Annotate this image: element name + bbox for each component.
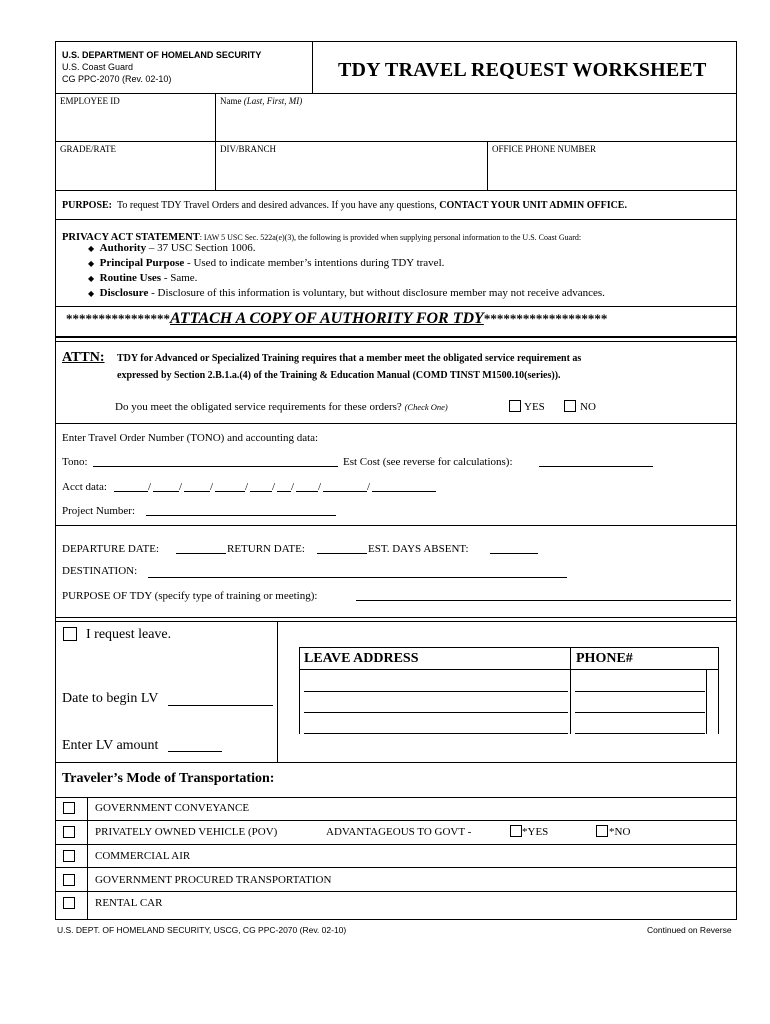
rule (55, 820, 737, 821)
rule (299, 647, 719, 648)
transport-option-label: PRIVATELY OWNED VEHICLE (POV) (95, 826, 278, 838)
transport-commercial-air-checkbox[interactable] (63, 850, 75, 862)
departure-date-label: DEPARTURE DATE: (62, 543, 160, 555)
footer-continued: Continued on Reverse (647, 925, 732, 935)
grade-rate-label: GRADE/RATE (60, 144, 116, 154)
transportation-heading: Traveler’s Mode of Transportation: (62, 771, 275, 786)
privacy-text: - Same. (161, 272, 198, 284)
slash-separator: / (210, 481, 214, 493)
return-date-input[interactable] (317, 553, 367, 554)
leave-phone-line[interactable] (575, 691, 705, 692)
rule (718, 647, 719, 734)
rule (55, 762, 737, 763)
slash-separator: / (318, 481, 322, 493)
request-leave-label: I request leave. (86, 627, 172, 642)
leave-address-line[interactable] (304, 733, 568, 734)
agency-name: U.S. Coast Guard (62, 62, 134, 72)
travel-order-heading: Enter Travel Order Number (TONO) and accounting data: (62, 432, 319, 444)
acct-data-input[interactable] (215, 491, 245, 492)
purpose-text: To request TDY Travel Orders and desired advances. If you have any questions, (117, 200, 437, 211)
slash-separator: / (291, 481, 295, 493)
obligated-yes-checkbox[interactable] (509, 400, 521, 412)
acct-data-label: Acct data: (62, 481, 107, 493)
request-leave-checkbox[interactable] (63, 627, 77, 641)
form-border-bottom (55, 919, 737, 920)
attach-authority-banner (66, 310, 607, 328)
privacy-term: Disclosure (99, 287, 149, 299)
acct-data-input[interactable] (323, 491, 367, 492)
rule (55, 891, 737, 892)
banner-stars-left: **************** (66, 311, 170, 326)
transport-gov-procured-checkbox[interactable] (63, 874, 75, 886)
leave-amount-label: Enter LV amount (62, 738, 159, 753)
privacy-intro: : IAW 5 USC Sec. 522a(e)(3), the following is provided when supplying personal information to the U.S. Coast Guard: (199, 233, 582, 242)
phone-header: PHONE# (576, 651, 633, 666)
transport-option-label: RENTAL CAR (95, 897, 163, 909)
privacy-item (88, 257, 444, 269)
rule (299, 647, 300, 734)
department-name: U.S. DEPARTMENT OF HOMELAND SECURITY (62, 50, 262, 60)
destination-label: DESTINATION: (62, 565, 138, 577)
rule (55, 617, 737, 618)
departure-date-input[interactable] (176, 553, 226, 554)
acct-data-input[interactable] (277, 491, 291, 492)
transport-option-label: GOVERNMENT PROCURED TRANSPORTATION (95, 874, 332, 886)
obligated-no-checkbox[interactable] (564, 400, 576, 412)
rule (55, 219, 737, 220)
slash-separator: / (367, 481, 371, 493)
advantageous-no-label: *NO (609, 826, 631, 838)
transport-pov-checkbox[interactable] (63, 826, 75, 838)
obligated-service-question (115, 401, 448, 413)
banner-stars-right: ******************* (483, 311, 608, 326)
privacy-item (88, 272, 197, 284)
rule (55, 867, 737, 868)
privacy-text: - Disclosure of this information is voluntary, but without disclosure member may not receive advances. (148, 287, 605, 299)
slash-separator: / (245, 481, 249, 493)
project-number-label: Project Number: (62, 505, 136, 517)
advantageous-label: ADVANTAGEOUS TO GOVT - (326, 826, 472, 838)
rule (55, 844, 737, 845)
leave-address-line[interactable] (304, 712, 568, 713)
page-title: TDY TRAVEL REQUEST WORKSHEET (338, 59, 707, 81)
return-date-label: RETURN DATE: (227, 543, 305, 555)
name-field[interactable] (216, 108, 735, 141)
bullet-icon: ◆ (88, 289, 95, 298)
attn-line-2: expressed by Section 2.B.1.a.(4) of the Training & Education Manual (COMD TINST M1500.10(series)). (117, 370, 561, 381)
employee-id-label: EMPLOYEE ID (60, 96, 120, 106)
slash-separator: / (148, 481, 152, 493)
rule (706, 669, 707, 734)
rule (277, 621, 278, 762)
rule (299, 669, 719, 670)
form-border-top (55, 41, 737, 42)
destination-input[interactable] (148, 577, 567, 578)
est-cost-input[interactable] (539, 466, 653, 467)
employee-id-field[interactable] (56, 108, 214, 141)
rule (87, 797, 88, 919)
slash-separator: / (272, 481, 276, 493)
privacy-term: Routine Uses (99, 272, 162, 284)
rule (55, 423, 737, 424)
acct-data-input[interactable] (296, 491, 318, 492)
slash-separator: / (179, 481, 183, 493)
acct-data-input[interactable] (114, 491, 148, 492)
question-text: Do you meet the obligated service requirements for these orders? (115, 401, 402, 413)
form-number: CG PPC-2070 (Rev. 02-10) (62, 74, 172, 84)
transport-gov-conveyance-checkbox[interactable] (63, 802, 75, 814)
advantageous-no-checkbox[interactable] (596, 825, 608, 837)
leave-phone-line[interactable] (575, 733, 705, 734)
obligated-yes-label: YES (524, 401, 545, 413)
tono-label: Tono: (62, 456, 88, 468)
rule (55, 336, 737, 338)
rule (55, 341, 737, 342)
purpose-contact: CONTACT YOUR UNIT ADMIN OFFICE. (439, 200, 627, 211)
privacy-label: PRIVACY ACT STATEMENT (62, 232, 200, 243)
advantageous-yes-label: *YES (522, 826, 549, 838)
rule (570, 647, 571, 734)
advantageous-yes-checkbox[interactable] (510, 825, 522, 837)
acct-data-input[interactable] (153, 491, 179, 492)
tono-input[interactable] (93, 466, 338, 467)
check-one-hint: (Check One) (404, 402, 448, 412)
purpose-statement (62, 200, 627, 211)
est-days-absent-input[interactable] (490, 553, 538, 554)
office-phone-field[interactable] (488, 156, 735, 189)
begin-leave-input[interactable] (168, 705, 273, 706)
begin-leave-label: Date to begin LV (62, 691, 159, 706)
est-cost-label: Est Cost (see reverse for calculations): (343, 456, 513, 468)
transport-option-label: GOVERNMENT CONVEYANCE (95, 802, 250, 814)
name-label (220, 96, 302, 106)
header-divider (312, 41, 313, 93)
est-days-absent-label: EST. DAYS ABSENT: (368, 543, 469, 555)
privacy-item (88, 287, 605, 299)
form-border-right (736, 41, 737, 920)
obligated-no-label: NO (580, 401, 596, 413)
rule (55, 797, 737, 798)
project-number-input[interactable] (146, 515, 336, 516)
leave-amount-input[interactable] (168, 751, 222, 752)
grade-rate-field[interactable] (56, 156, 214, 189)
rule (55, 306, 737, 307)
acct-data-input[interactable] (372, 491, 436, 492)
purpose-of-tdy-label: PURPOSE OF TDY (specify type of training or meeting): (62, 590, 318, 602)
attn-label: ATTN: (62, 350, 105, 365)
purpose-label: PURPOSE: (62, 200, 112, 211)
privacy-text: - Used to indicate member’s intentions during TDY travel. (184, 257, 445, 269)
rule (55, 141, 737, 142)
leave-phone-line[interactable] (575, 712, 705, 713)
rule (55, 525, 737, 526)
purpose-of-tdy-input[interactable] (356, 600, 731, 601)
div-branch-field[interactable] (216, 156, 486, 189)
leave-address-line[interactable] (304, 691, 568, 692)
transport-option-label: COMMERCIAL AIR (95, 850, 191, 862)
leave-address-header: LEAVE ADDRESS (304, 651, 419, 666)
privacy-text: – 37 USC Section 1006. (146, 242, 256, 254)
name-label-text: Name (220, 96, 242, 106)
div-branch-label: DIV/BRANCH (220, 144, 277, 154)
privacy-term: Authority (99, 242, 147, 254)
privacy-item (88, 242, 256, 254)
attn-line-1: TDY for Advanced or Specialized Training requires that a member meet the obligated service requirement as (117, 353, 582, 364)
name-hint: (Last, First, MI) (243, 96, 303, 106)
bullet-icon: ◆ (88, 244, 95, 253)
rule (55, 93, 737, 94)
rule (55, 190, 737, 191)
bullet-icon: ◆ (88, 259, 95, 268)
footer-form-id: U.S. DEPT. OF HOMELAND SECURITY, USCG, CG PPC-2070 (Rev. 02-10) (57, 925, 347, 935)
acct-data-input[interactable] (250, 491, 272, 492)
banner-text: ATTACH A COPY OF AUTHORITY FOR TDY (170, 310, 484, 327)
acct-data-input[interactable] (184, 491, 210, 492)
privacy-term: Principal Purpose (99, 257, 185, 269)
office-phone-label: OFFICE PHONE NUMBER (492, 144, 597, 154)
bullet-icon: ◆ (88, 274, 95, 283)
rule (55, 621, 737, 622)
transport-rental-car-checkbox[interactable] (63, 897, 75, 909)
